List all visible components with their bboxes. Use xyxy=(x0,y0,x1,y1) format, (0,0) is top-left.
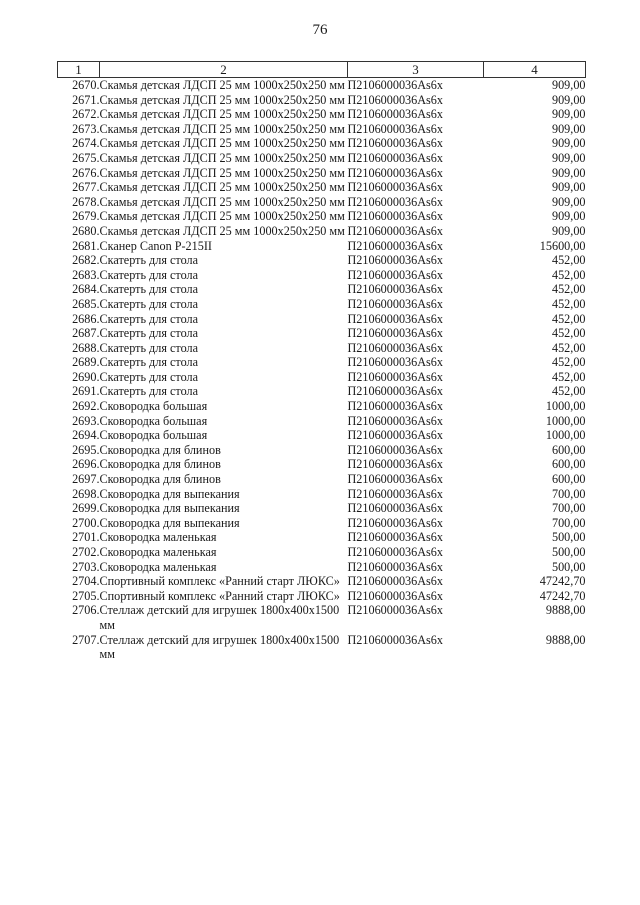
item-price: 909,00 xyxy=(551,121,586,136)
table-row xyxy=(58,501,586,516)
item-price: 452,00 xyxy=(551,340,586,355)
item-name: Скамья детская ЛДСП 25 мм 1000х250х250 мм xyxy=(99,165,345,180)
item-number: 2676. xyxy=(72,165,100,180)
item-number: 2670. xyxy=(72,78,100,92)
table-row xyxy=(58,414,586,429)
item-price: 700,00 xyxy=(551,515,586,530)
item-price: 452,00 xyxy=(551,267,586,282)
item-code: П2106000036Аs6х xyxy=(347,238,443,253)
item-number: 2672. xyxy=(72,107,100,122)
table-row xyxy=(58,574,586,589)
item-name: Спортивный комплекс «Ранний старт ЛЮКС» xyxy=(99,574,340,589)
item-code: П2106000036Аs6х xyxy=(347,180,443,195)
item-number: 2682. xyxy=(72,253,100,268)
item-number: 2696. xyxy=(72,457,100,472)
item-price: 9888,00 xyxy=(545,632,586,647)
table-row xyxy=(58,151,586,166)
table-row xyxy=(58,195,586,210)
item-number: 2688. xyxy=(72,340,100,355)
item-number: 2677. xyxy=(72,180,100,195)
item-price: 700,00 xyxy=(551,486,586,501)
item-code: П2106000036Аs6х xyxy=(347,472,443,487)
item-price: 1000,00 xyxy=(545,428,586,443)
item-code: П2106000036Аs6х xyxy=(347,603,443,618)
table-row xyxy=(58,545,586,560)
item-number: 2678. xyxy=(72,194,100,209)
item-price: 500,00 xyxy=(551,559,586,574)
item-number: 2694. xyxy=(72,428,100,443)
item-price: 9888,00 xyxy=(545,603,586,618)
table-row xyxy=(58,180,586,195)
item-code: П2106000036Аs6х xyxy=(347,457,443,472)
table-row xyxy=(58,428,586,443)
item-code: П2106000036Аs6х xyxy=(347,296,443,311)
item-code: П2106000036Аs6х xyxy=(347,428,443,443)
item-name: Сковородка для выпекания xyxy=(99,486,240,501)
item-number: 2679. xyxy=(72,209,100,224)
table-row xyxy=(58,487,586,502)
item-price: 909,00 xyxy=(551,107,586,122)
table-row xyxy=(58,224,586,239)
item-number: 2705. xyxy=(72,588,100,603)
item-price: 47242,70 xyxy=(539,574,586,589)
item-code: П2106000036Аs6х xyxy=(347,136,443,151)
item-code: П2106000036Аs6х xyxy=(347,121,443,136)
item-code: П2106000036Аs6х xyxy=(347,413,443,428)
table-row xyxy=(58,136,586,151)
item-name: Скамья детская ЛДСП 25 мм 1000х250х250 мм xyxy=(99,92,345,107)
item-name: Сковородка для блинов xyxy=(99,457,221,472)
item-name: Сковородка маленькая xyxy=(99,559,217,574)
item-name: Спортивный комплекс «Ранний старт ЛЮКС» xyxy=(99,588,340,603)
item-price: 452,00 xyxy=(551,282,586,297)
item-name: Скамья детская ЛДСП 25 мм 1000х250х250 мм xyxy=(99,136,345,151)
table-row xyxy=(58,268,586,283)
item-name: Стеллаж детский для игрушек 1800х400х1500 мм xyxy=(99,603,340,632)
item-name: Стеллаж детский для игрушек 1800х400х1500 мм xyxy=(99,632,340,662)
item-name: Скамья детская ЛДСП 25 мм 1000х250х250 мм xyxy=(99,194,345,209)
item-number: 2683. xyxy=(72,267,100,282)
item-name: Сковородка большая xyxy=(99,399,208,414)
item-number: 2674. xyxy=(72,136,100,151)
item-number: 2673. xyxy=(72,121,100,136)
item-price: 909,00 xyxy=(551,150,586,165)
item-name: Сковородка для блинов xyxy=(99,472,221,487)
table-row xyxy=(58,209,586,224)
inventory-table xyxy=(57,61,586,662)
item-number: 2671. xyxy=(72,92,100,107)
item-number: 2697. xyxy=(72,472,100,487)
item-code: П2106000036Аs6х xyxy=(347,194,443,209)
item-number: 2684. xyxy=(72,282,100,297)
item-number: 2702. xyxy=(72,545,100,559)
item-price: 600,00 xyxy=(551,442,586,457)
table-row xyxy=(58,122,586,137)
item-code: П2106000036Аs6х xyxy=(347,107,443,122)
item-name: Скатерть для стола xyxy=(99,384,198,399)
item-name: Скатерть для стола xyxy=(99,355,198,370)
item-name: Скамья детская ЛДСП 25 мм 1000х250х250 мм xyxy=(99,107,345,122)
item-price: 452,00 xyxy=(551,311,586,326)
table-row xyxy=(58,589,586,604)
item-name: Скатерть для стола xyxy=(99,369,198,384)
item-code: П2106000036Аs6х xyxy=(347,355,443,370)
item-name: Сковородка маленькая xyxy=(99,545,217,559)
item-code: П2106000036Аs6х xyxy=(347,384,443,399)
table-header-row xyxy=(58,62,586,78)
item-price: 452,00 xyxy=(551,296,586,311)
item-name: Скатерть для стола xyxy=(99,296,198,311)
item-code: П2106000036Аs6х xyxy=(347,282,443,297)
table-row xyxy=(58,530,586,545)
item-name: Скатерть для стола xyxy=(99,326,198,341)
item-number: 2691. xyxy=(72,384,100,399)
item-name: Скамья детская ЛДСП 25 мм 1000х250х250 мм xyxy=(99,121,345,136)
item-name: Скатерть для стола xyxy=(99,282,198,297)
item-name: Скатерть для стола xyxy=(99,340,198,355)
item-code: П2106000036Аs6х xyxy=(347,399,443,414)
table-row xyxy=(58,107,586,122)
table-row xyxy=(58,341,586,356)
item-name: Сковородка для выпекания xyxy=(99,515,240,530)
item-number: 2689. xyxy=(72,355,100,370)
item-code: П2106000036Аs6х xyxy=(347,574,443,589)
item-price: 700,00 xyxy=(551,501,586,516)
table-row xyxy=(58,633,586,662)
table-row xyxy=(58,472,586,487)
item-price: 909,00 xyxy=(551,180,586,195)
item-name: Скамья детская ЛДСП 25 мм 1000х250х250 мм xyxy=(99,150,345,165)
item-code: П2106000036Аs6х xyxy=(347,559,443,574)
item-code: П2106000036Аs6х xyxy=(347,326,443,341)
table-row xyxy=(58,384,586,399)
item-number: 2685. xyxy=(72,296,100,311)
item-price: 452,00 xyxy=(551,326,586,341)
item-code: П2106000036Аs6х xyxy=(347,486,443,501)
table-row xyxy=(58,297,586,312)
item-price: 452,00 xyxy=(551,369,586,384)
item-price: 909,00 xyxy=(551,92,586,107)
table-row xyxy=(58,326,586,341)
column-header: 4 xyxy=(484,62,586,78)
item-price: 909,00 xyxy=(551,223,586,238)
item-name: Сковородка большая xyxy=(99,413,208,428)
item-code: П2106000036Аs6х xyxy=(347,150,443,165)
item-code: П2106000036Аs6х xyxy=(347,501,443,516)
item-name: Скамья детская ЛДСП 25 мм 1000х250х250 мм xyxy=(99,180,345,195)
item-code: П2106000036Аs6х xyxy=(347,340,443,355)
item-price: 500,00 xyxy=(551,530,586,545)
item-name: Скамья детская ЛДСП 25 мм 1000х250х250 мм xyxy=(99,223,345,238)
item-price: 600,00 xyxy=(551,457,586,472)
table-row xyxy=(58,603,586,632)
item-price: 909,00 xyxy=(551,209,586,224)
item-code: П2106000036Аs6х xyxy=(347,530,443,545)
item-number: 2704. xyxy=(72,574,100,589)
column-header: 1 xyxy=(58,62,100,78)
table-row xyxy=(58,253,586,268)
item-number: 2692. xyxy=(72,399,100,414)
table-row xyxy=(58,399,586,414)
table-row xyxy=(58,282,586,297)
item-price: 452,00 xyxy=(551,355,586,370)
item-price: 500,00 xyxy=(551,545,586,559)
table-row xyxy=(58,239,586,254)
item-code: П2106000036Аs6х xyxy=(347,92,443,107)
table-row xyxy=(58,355,586,370)
item-price: 909,00 xyxy=(551,136,586,151)
column-header: 2 xyxy=(100,62,348,78)
page-number: 76 xyxy=(312,22,328,38)
item-number: 2700. xyxy=(72,515,100,530)
table-row xyxy=(58,312,586,327)
item-name: Скатерть для стола xyxy=(99,267,198,282)
item-name: Сковородка для выпекания xyxy=(99,501,240,516)
item-name: Сковородка маленькая xyxy=(99,530,217,545)
item-name: Сковородка большая xyxy=(99,428,208,443)
item-number: 2701. xyxy=(72,530,100,545)
item-price: 452,00 xyxy=(551,253,586,268)
item-name: Скамья детская ЛДСП 25 мм 1000х250х250 мм xyxy=(99,209,345,224)
item-number: 2698. xyxy=(72,486,100,501)
item-code: П2106000036Аs6х xyxy=(347,588,443,603)
item-price: 1000,00 xyxy=(545,413,586,428)
item-code: П2106000036Аs6х xyxy=(347,267,443,282)
table-row xyxy=(58,370,586,385)
item-code: П2106000036Аs6х xyxy=(347,545,443,559)
item-price: 452,00 xyxy=(551,384,586,399)
table-row xyxy=(58,457,586,472)
item-code: П2106000036Аs6х xyxy=(347,311,443,326)
item-number: 2699. xyxy=(72,501,100,516)
item-number: 2687. xyxy=(72,326,100,341)
item-code: П2106000036Аs6х xyxy=(347,442,443,457)
item-number: 2693. xyxy=(72,413,100,428)
item-price: 909,00 xyxy=(551,165,586,180)
item-number: 2706. xyxy=(72,603,100,618)
item-number: 2686. xyxy=(72,311,100,326)
item-number: 2690. xyxy=(72,369,100,384)
item-number: 2703. xyxy=(72,559,100,574)
item-code: П2106000036Аs6х xyxy=(347,165,443,180)
item-code: П2106000036Аs6х xyxy=(347,253,443,268)
item-code: П2106000036Аs6х xyxy=(347,209,443,224)
table-row xyxy=(58,166,586,181)
item-number: 2707. xyxy=(72,632,100,647)
item-code: П2106000036Аs6х xyxy=(347,632,443,647)
item-name: Скатерть для стола xyxy=(99,253,198,268)
item-number: 2675. xyxy=(72,150,100,165)
table-row xyxy=(58,93,586,108)
item-price: 909,00 xyxy=(551,194,586,209)
item-price: 600,00 xyxy=(551,472,586,487)
item-code: П2106000036Аs6х xyxy=(347,369,443,384)
item-name: Сканер Canon P-215II xyxy=(99,238,212,253)
column-header: 3 xyxy=(348,62,484,78)
table-body xyxy=(58,78,586,662)
item-number: 2695. xyxy=(72,442,100,457)
item-price: 1000,00 xyxy=(545,399,586,414)
table-row xyxy=(58,516,586,531)
item-number: 2681. xyxy=(72,238,100,253)
item-name: Сковородка для блинов xyxy=(99,442,221,457)
item-code: П2106000036Аs6х xyxy=(347,515,443,530)
item-code: П2106000036Аs6х xyxy=(347,223,443,238)
table-row xyxy=(58,560,586,575)
item-number: 2680. xyxy=(72,223,100,238)
item-price: 47242,70 xyxy=(539,588,586,603)
item-price: 15600,00 xyxy=(539,238,586,253)
item-code: П2106000036Аs6х xyxy=(347,78,443,92)
item-price: 909,00 xyxy=(551,78,586,92)
table-row xyxy=(58,78,586,93)
table-row xyxy=(58,443,586,458)
item-name: Скамья детская ЛДСП 25 мм 1000х250х250 мм xyxy=(99,78,345,92)
item-name: Скатерть для стола xyxy=(99,311,198,326)
